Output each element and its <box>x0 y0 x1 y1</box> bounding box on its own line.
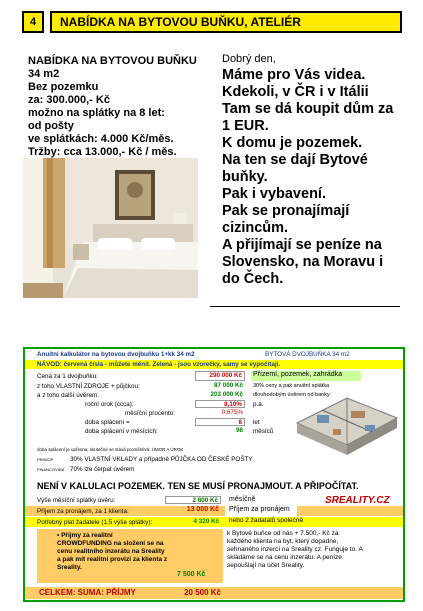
sreality-logo: SREALITY.CZ <box>325 495 390 506</box>
table-row <box>25 506 403 516</box>
offer-line: Tržby: cca 13.000,- Kč / měs. <box>28 146 177 158</box>
crowd-line: CROWDFUNDING na složení se na <box>57 540 164 547</box>
message-line: buňky. <box>222 169 268 185</box>
sheet-title-right: BYTOVÁ DVOJBUŇKA 34 m2 <box>265 351 350 358</box>
crowd-line: cenu realitního inzerátu na Sreality <box>57 548 165 555</box>
offer-line: Bez pozemku <box>28 81 99 93</box>
row-value: 87 000 Kč <box>213 382 243 389</box>
row-label: Cena za 1 dvojbuňku: <box>37 373 98 380</box>
price-value[interactable]: 290 000 Kč <box>195 371 245 381</box>
note-label: PRINCIP <box>37 457 54 462</box>
crowd-right-line: sehnaného inzercí na Sreality cz. Funguje to. A <box>227 546 363 553</box>
offer-line: 34 m2 <box>28 68 60 80</box>
years-value[interactable]: 8 <box>195 418 245 426</box>
crowd-right-line: k Bytové buňce od nás + 7.500,- Kč za <box>227 530 339 537</box>
row-label: doba splácení v měsících: <box>85 428 158 435</box>
row-value: 203 000 Kč <box>210 391 243 398</box>
offer-line: od pošty <box>28 120 74 132</box>
message-line: Tam se dá koupit dům za <box>222 101 394 117</box>
message-line: Pak i vybavení. <box>222 186 326 202</box>
instruction-text: NÁVOD: červená čísla - můžete měnit. Zelená - jsou vzorečky, samy se vypočítají. <box>37 361 281 368</box>
bedroom-photo <box>23 158 198 298</box>
greeting: Dobrý den, <box>222 53 276 65</box>
row-label: z toho VLASTNÍ ZDROJE + půjčkou: <box>37 383 140 390</box>
crowd-value: 7 500 Kč <box>177 571 206 578</box>
row-note: Přízemí, pozemek, zahrádka <box>251 371 361 381</box>
table-row <box>25 446 403 453</box>
row-label: roční úrok (ccca): <box>85 401 134 408</box>
message-line: cizincům. <box>222 220 289 236</box>
calculator-sheet <box>23 347 405 602</box>
rent-value[interactable]: 13 000 Kč <box>186 506 219 513</box>
crowd-line: a pak mít realitní provizi za klienta z <box>57 556 168 563</box>
row-value: 96 <box>235 427 243 434</box>
sheet-title-row <box>25 351 403 359</box>
crowd-line: • Příjmy za realitní <box>57 532 113 539</box>
message-line: Na ten se dají Bytové <box>222 152 368 168</box>
crowd-right-line: každého klienta na byt, který dopadne, <box>227 538 339 545</box>
message-line: Slovensko, na Moravu i <box>222 254 384 270</box>
interest-value[interactable]: 8,10% <box>195 400 245 408</box>
message-line: A přijímají se peníze na <box>222 237 382 253</box>
row-value: 4 320 Kč <box>193 518 219 525</box>
message-line: Pak se pronajímají <box>222 203 350 219</box>
note-text: 30% VLASTNÍ VKLADY a případně PŮJČKA OD ČESKÉ POŠTY <box>70 456 253 463</box>
row-label: Výše měsíční splátky úvěru: <box>37 497 116 504</box>
table-row <box>25 465 403 474</box>
message-line: 1 EUR. <box>222 118 269 134</box>
instruction-row <box>25 360 403 369</box>
page-title: NABÍDKA NA BYTOVOU BUŇKU, ATELIÉR <box>50 11 402 33</box>
table-row <box>25 517 403 527</box>
row-value: 0,675% <box>221 409 243 416</box>
message <box>222 67 402 288</box>
offer-line: možno na splátky na 8 let: <box>28 107 165 119</box>
note-text: doba splácení je upřesna, skutečné se stává proměnlivá: ÚMOR A ÚROK <box>37 447 184 452</box>
row-note: Příjem za pronájem <box>225 506 297 516</box>
crowd-right-line: skládáme se na cenu inzerátu. A peníze <box>227 554 342 561</box>
total-row <box>25 587 403 599</box>
crowd-explanation <box>227 530 403 570</box>
section-number: 4 <box>22 11 44 33</box>
message-line: Máme pro Vás videa. <box>222 67 366 83</box>
message-line: do Čech. <box>222 271 284 287</box>
note-text: 70% lze čerpat úvěrem <box>70 466 135 473</box>
row-note: měsíců <box>253 428 274 435</box>
row-note: dlouhodobým úvěrem od banky <box>253 392 330 398</box>
row-label: Potřebný plat žadatele (1,5 výše splátky): <box>37 519 153 526</box>
offer-line: NABÍDKA NA BYTOVOU BUŇKU <box>28 55 197 67</box>
total-value: 20 500 Kč <box>184 588 221 597</box>
offer-line: za: 300.000,- Kč <box>28 94 110 106</box>
total-label: CELKEM: SUMA: PŘÍJMY <box>39 588 136 597</box>
divider <box>210 306 400 307</box>
row-label: doba splácení = <box>85 419 130 426</box>
note-label: FINANCOVÁNÍ <box>37 467 65 472</box>
message-line: Kdekoli, v ČR i v Itálii <box>222 84 369 100</box>
row-note: měsíčně <box>229 496 256 503</box>
sheet-title: Anuitní kalkulátor na bytovou dvojbuňku 1+kk 34 m2 <box>37 351 195 358</box>
row-note: 30% ceny a pak anuitní splátka <box>253 383 330 389</box>
row-label: a z toho další úvěrem: <box>37 392 99 399</box>
row-note: let <box>253 419 260 426</box>
crowd-line: Sreality. <box>57 564 82 571</box>
row-label: měsíční procento: <box>125 410 176 417</box>
table-row <box>25 371 403 381</box>
table-row <box>25 455 403 464</box>
sheet-heading-row <box>25 480 403 492</box>
crowdfunding-block <box>37 529 223 583</box>
row-note: nebo 2 žadatalů společně <box>225 517 325 527</box>
sheet-heading: NENÍ V KALULACI POZEMEK. TEN SE MUSÍ PRONAJMOUT. A PŘIPOČÍTAT. <box>37 481 359 491</box>
row-note: p.a. <box>253 401 264 408</box>
row-value: 2 800 Kč <box>165 496 221 504</box>
crowd-right-line: sepoušlají na účet Sreality. <box>227 562 305 569</box>
message-line: K domu je pozemek. <box>222 135 363 151</box>
offer-info <box>28 55 208 159</box>
row-label: Příjem za pronájem, za 1 klienta: <box>37 508 129 515</box>
offer-line: ve splátkách: 4.000 Kč/měs. <box>28 133 174 145</box>
